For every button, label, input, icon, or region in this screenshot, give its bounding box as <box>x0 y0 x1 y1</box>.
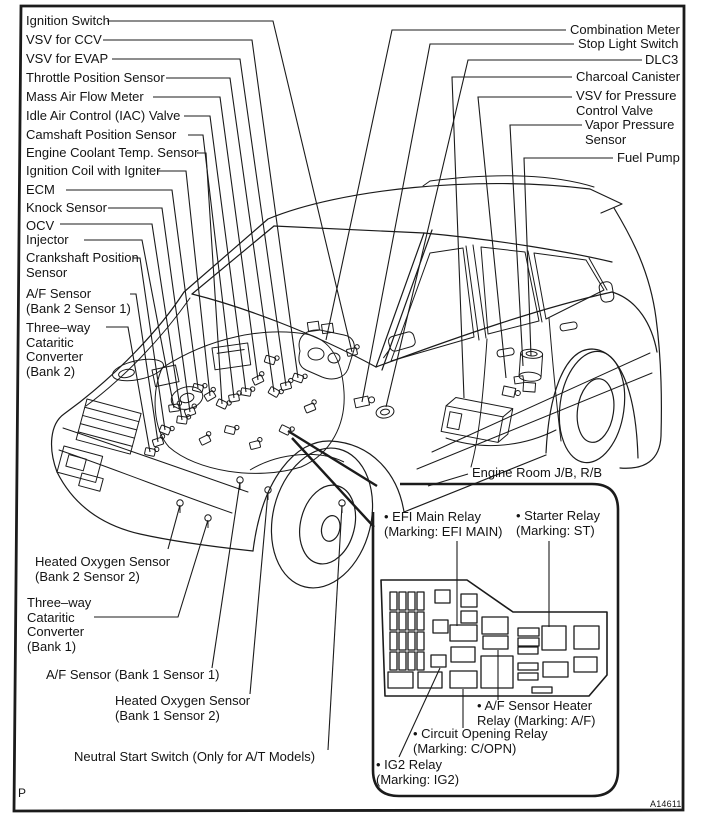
page-marker: P <box>18 786 27 800</box>
door-handle-rear <box>560 321 578 331</box>
label-stop-light-switch: Stop Light Switch <box>578 36 679 51</box>
af-sensor-heater-relay-slot <box>483 636 508 649</box>
label-combination-meter: Combination Meter <box>570 22 680 37</box>
label-engine-coolant-temp-sensor: Engine Coolant Temp. Sensor <box>26 145 199 160</box>
label-ecm: ECM <box>26 182 55 197</box>
fuse-box-fuses <box>388 590 599 693</box>
label-mass-air-flow-meter: Mass Air Flow Meter <box>26 89 144 104</box>
label-heated-oxygen-sensor-bank2-sensor2: Heated Oxygen Sensor (Bank 2 Sensor 2) <box>35 554 171 584</box>
stop-light-switch-glyph <box>354 395 375 408</box>
air-cleaner-box <box>212 343 251 370</box>
quarter-window <box>534 253 604 319</box>
rear-cutaway-lines <box>417 353 652 469</box>
door-handle-front <box>497 347 515 357</box>
efi-main-relay-slot <box>450 625 477 641</box>
rear-wheel <box>553 347 632 467</box>
door-cut-lines <box>471 318 561 467</box>
label-throttle-position-sensor: Throttle Position Sensor <box>26 70 165 85</box>
label-iac-valve: Idle Air Control (IAC) Valve <box>26 108 181 123</box>
ig2-relay-slot <box>431 655 446 667</box>
starter-relay-slot <box>542 626 566 650</box>
label-dlc3: DLC3 <box>645 52 679 67</box>
label-heated-oxygen-sensor-bank1-sensor2: Heated Oxygen Sensor (Bank 1 Sensor 2) <box>115 693 251 723</box>
label-ocv: OCV <box>26 218 55 233</box>
interior-and-rear-components <box>299 321 543 444</box>
label-fuel-pump: Fuel Pump <box>617 150 680 165</box>
label-af-sensor-heater-relay: • A/F Sensor Heater Relay (Marking: A/F) <box>477 698 596 728</box>
front-wheel-arch <box>253 441 404 551</box>
figure-code: A14611 <box>650 799 682 809</box>
dlc3-glyph <box>375 405 395 420</box>
bumper-crease-lines <box>59 428 248 513</box>
label-efi-main-relay: • EFI Main Relay (Marking: EFI MAIN) <box>384 509 503 539</box>
label-af-sensor-bank1-sensor1: A/F Sensor (Bank 1 Sensor 1) <box>46 667 220 682</box>
label-circuit-opening-relay: • Circuit Opening Relay (Marking: C/OPN) <box>413 726 548 756</box>
label-three-way-converter-bank2: Three–way Cataritic Converter (Bank 2) <box>26 320 91 379</box>
vsv-pressure-glyph <box>502 386 521 398</box>
label-vsv-pressure-control-valve: VSV for Pressure Control Valve <box>576 88 677 118</box>
circuit-opening-relay-slot <box>450 671 477 688</box>
label-engine-room-jb-rb: Engine Room J/B, R/B <box>472 465 603 480</box>
label-camshaft-position-sensor: Camshaft Position Sensor <box>26 127 177 142</box>
label-af-sensor-bank2-sensor1: A/F Sensor (Bank 2 Sensor 1) <box>26 286 131 316</box>
label-knock-sensor: Knock Sensor <box>26 200 107 215</box>
label-ig2-relay: • IG2 Relay (Marking: IG2) <box>376 757 460 787</box>
engine-bay <box>144 332 360 528</box>
inset-callout-lines <box>288 431 377 527</box>
leader-lines-right <box>326 30 642 407</box>
label-ignition-coil-with-igniter: Ignition Coil with Igniter <box>26 163 161 178</box>
label-charcoal-canister: Charcoal Canister <box>576 69 681 84</box>
label-starter-relay: • Starter Relay (Marking: ST) <box>516 508 601 538</box>
car-rear-outline <box>614 208 661 468</box>
label-neutral-start-switch: Neutral Start Switch (Only for A/T Models) <box>74 749 316 764</box>
label-vsv-for-ccv: VSV for CCV <box>26 32 102 47</box>
label-ignition-switch: Ignition Switch <box>26 13 110 28</box>
combination-meter-glyph <box>299 321 354 379</box>
label-three-way-converter-bank1: Three–way Cataritic Converter (Bank 1) <box>27 595 92 654</box>
label-crankshaft-position-sensor: Crankshaft Position Sensor <box>26 250 139 280</box>
front-grille <box>76 399 141 454</box>
label-injector: Injector <box>26 232 69 247</box>
engine-components <box>144 344 360 457</box>
label-vsv-for-evap: VSV for EVAP <box>26 51 109 66</box>
label-vapor-pressure-sensor: Vapor Pressure Sensor <box>585 117 675 147</box>
a-pillar-far <box>192 226 274 294</box>
beltline <box>376 292 657 367</box>
roof-drip-line <box>424 233 612 262</box>
fog-lamp <box>79 473 104 491</box>
